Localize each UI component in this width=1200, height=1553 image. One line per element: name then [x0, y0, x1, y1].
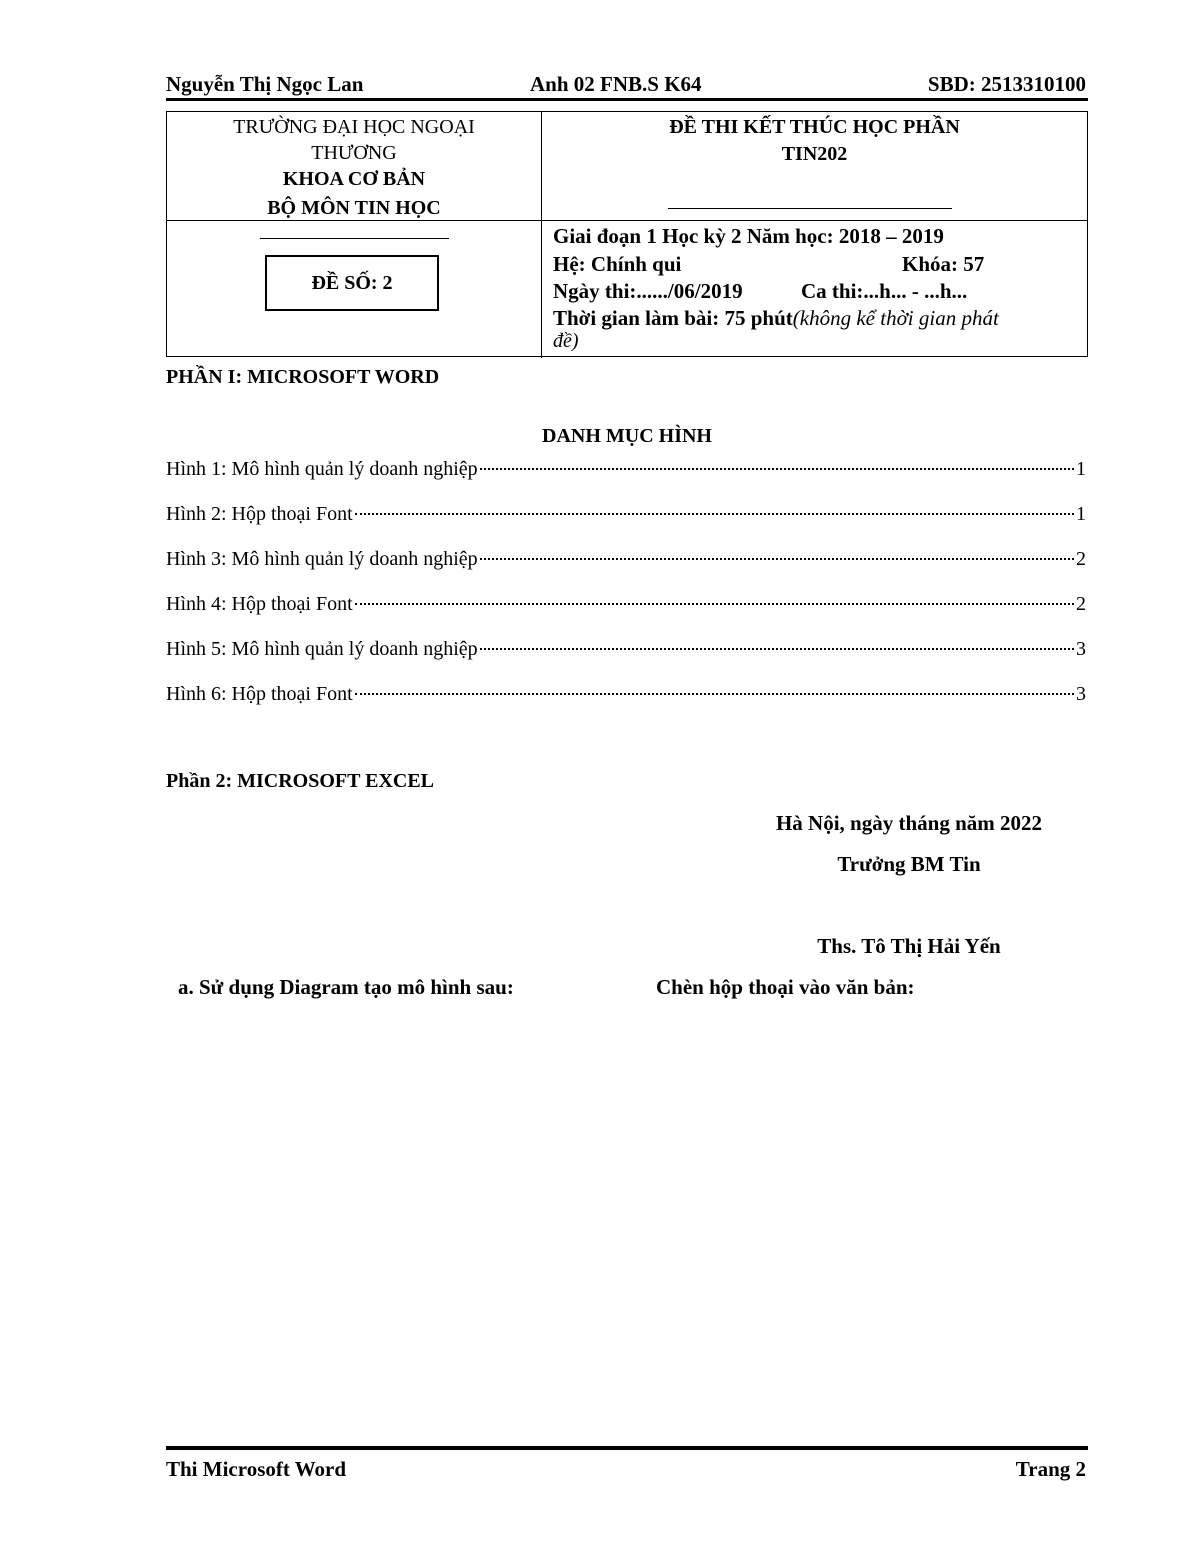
figure-page: 1 — [1076, 458, 1086, 480]
exam-stage-line: Giai đoạn 1 Học kỳ 2 Năm học: 2018 – 2019 — [553, 224, 944, 248]
task-diagram: a. Sử dụng Diagram tạo mô hình sau: — [178, 975, 514, 999]
leader-dots — [480, 558, 1074, 560]
table-vertical-divider — [541, 111, 542, 358]
part2-heading: Phần 2: MICROSOFT EXCEL — [166, 770, 435, 792]
exam-time-line — [553, 305, 999, 332]
figure-label: Hình 2: Hộp thoại Font — [166, 503, 353, 525]
exam-number-box: ĐỀ SỐ: 2 — [265, 255, 439, 311]
figure-page: 2 — [1076, 548, 1086, 570]
exam-shift: Ca thi:...h... - ...h... — [801, 279, 968, 303]
exam-time-note-wrap — [553, 328, 579, 355]
figure-label: Hình 6: Hộp thoại Font — [166, 683, 353, 705]
part1-heading: PHẦN I: MICROSOFT WORD — [166, 366, 440, 388]
exam-title-line1: ĐỀ THI KẾT THÚC HỌC PHẦN — [669, 116, 960, 138]
figure-page: 3 — [1076, 638, 1086, 660]
footer-title: Thi Microsoft Word — [166, 1457, 347, 1481]
figure-list-item[interactable] — [166, 683, 1086, 711]
footer-page-number: Trang 2 — [1015, 1457, 1086, 1481]
task-dialog: Chèn hộp thoại vào văn bản: — [656, 975, 915, 999]
faculty-name: KHOA CƠ BẢN — [282, 168, 426, 190]
department-name: BỘ MÔN TIN HỌC — [267, 197, 441, 219]
signature-role: Trưởng BM Tin — [837, 852, 981, 876]
exam-duration-note: (không kể thời gian phát — [792, 306, 999, 330]
school-name-line2: THƯƠNG — [311, 142, 397, 164]
figure-label: Hình 4: Hộp thoại Font — [166, 593, 353, 615]
signature-place-date: Hà Nội, ngày tháng năm 2022 — [775, 811, 1043, 835]
figure-label: Hình 3: Mô hình quản lý doanh nghiệp — [166, 548, 478, 570]
leader-dots — [355, 603, 1074, 605]
figure-list-title: DANH MỤC HÌNH — [542, 425, 712, 447]
title-underline — [668, 208, 952, 209]
left-cell-rule — [260, 238, 449, 239]
figure-list-item[interactable] — [166, 548, 1086, 576]
header-rule — [166, 98, 1088, 101]
school-name-line1: TRƯỜNG ĐẠI HỌC NGOẠI — [233, 116, 475, 138]
exam-duration-note-end: đề) — [553, 330, 579, 352]
exam-title-line2: TIN202 — [781, 143, 848, 165]
leader-dots — [355, 693, 1074, 695]
exam-date: Ngày thi:....../06/2019 — [553, 279, 743, 303]
figure-list-item[interactable] — [166, 593, 1086, 621]
leader-dots — [480, 648, 1074, 650]
figure-page: 3 — [1076, 683, 1086, 705]
header-sbd: SBD: 2513310100 — [927, 72, 1086, 96]
leader-dots — [355, 513, 1074, 515]
figure-page: 1 — [1076, 503, 1086, 525]
footer-rule — [166, 1446, 1088, 1450]
figure-list-item[interactable] — [166, 458, 1086, 486]
exam-course: Khóa: 57 — [902, 252, 985, 276]
figure-list-item[interactable] — [166, 503, 1086, 531]
header-student-name: Nguyễn Thị Ngọc Lan — [166, 72, 364, 96]
figure-label: Hình 1: Mô hình quản lý doanh nghiệp — [166, 458, 478, 480]
signature-person: Ths. Tô Thị Hải Yến — [817, 934, 1001, 958]
exam-duration: Thời gian làm bài: 75 phút — [553, 306, 793, 330]
figure-label: Hình 5: Mô hình quản lý doanh nghiệp — [166, 638, 478, 660]
figure-list-item[interactable] — [166, 638, 1086, 666]
leader-dots — [480, 468, 1074, 470]
figure-page: 2 — [1076, 593, 1086, 615]
exam-system: Hệ: Chính qui — [553, 252, 682, 276]
header-class: Anh 02 FNB.S K64 — [530, 72, 702, 96]
